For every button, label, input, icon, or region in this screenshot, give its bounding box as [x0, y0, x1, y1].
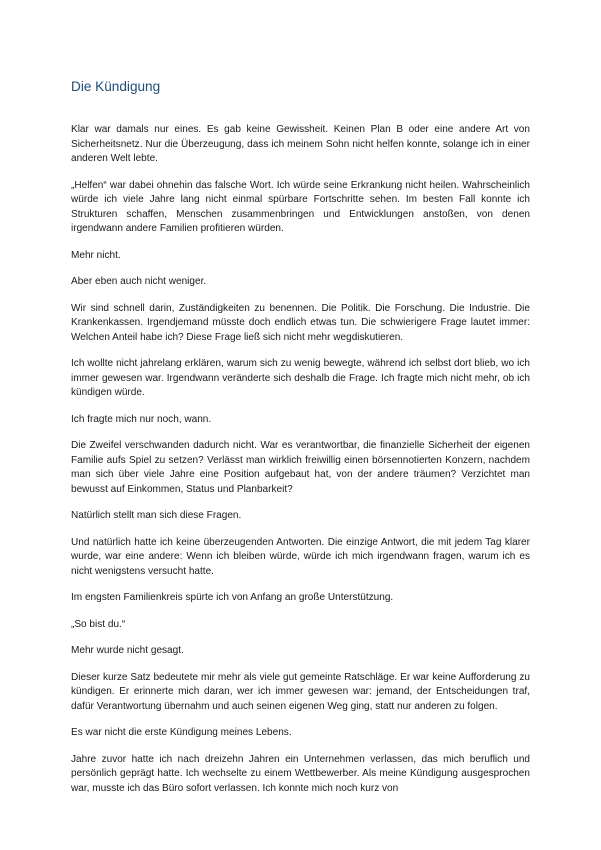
paragraph: Und natürlich hatte ich keine überzeugenden Antworten. Die einzige Antwort, die mit jedem Tag klarer wurde, war eine andere: Wenn ich bleiben würde, würde ich mich irgendwann fragen, warum ich es nicht wenigstens versucht hatte. — [71, 536, 530, 577]
paragraph: Wir sind schnell darin, Zuständigkeiten zu benennen. Die Politik. Die Forschung. Die Industrie. Die Krankenkassen. Irgendjemand müsste doch endlich etwas tun. Die schwierigere Frage lautet immer: Welchen Anteil habe ich? Diese Frage ließ sich nicht mehr wegdiskutieren. — [71, 302, 530, 343]
paragraph: Mehr nicht. — [71, 249, 121, 261]
paragraph: Jahre zuvor hatte ich nach dreizehn Jahren ein Unternehmen verlassen, das mich beruflich und persönlich geprägt hatte. Ich wechselte zu einem Wettbewerber. Als meine Kündigung ausgesprochen war, musste ich das Büro sofort verlassen. Ich konnte mich noch kurz von — [71, 753, 530, 794]
paragraph: Aber eben auch nicht weniger. — [71, 276, 207, 287]
paragraph: Die Zweifel verschwanden dadurch nicht. War es verantwortbar, die finanzielle Sicherheit der eigenen Familie aufs Spiel zu setzen? Verlässt man wirklich freiwillig einen börsennotierten Konzern, nachdem man sich über viele Jahre eine Position aufgebaut hat, von der andere träumen? Verzichtet man bewusst auf Einkommen, Status und Planbarkeit? — [71, 440, 530, 495]
paragraph: Es war nicht die erste Kündigung meines Lebens. — [71, 727, 292, 738]
paragraph: Natürlich stellt man sich diese Fragen. — [71, 510, 242, 521]
page-title: Die Kündigung — [71, 79, 161, 94]
paragraph: Dieser kurze Satz bedeutete mir mehr als viele gut gemeinte Ratschläge. Er war keine Aufforderung zu kündigen. Er erinnerte mich daran, wer ich immer gewesen war: jemand, der Entscheidungen traf, dafür Verantwortung übernahm und auch seinen eigenen Weg ging, statt nur anderen zu folgen. — [71, 671, 530, 712]
paragraph: Ich wollte nicht jahrelang erklären, warum sich zu wenig bewegte, während ich selbst dort blieb, wo ich immer gewesen war. Irgendwann veränderte sich deshalb die Frage. Ich fragte mich nicht mehr, ob ich kündigen würde. — [71, 358, 530, 398]
document-body — [71, 123, 530, 808]
paragraph: Mehr wurde nicht gesagt. — [71, 645, 184, 656]
paragraph: Ich fragte mich nur noch, wann. — [71, 413, 212, 425]
paragraph: Im engsten Familienkreis spürte ich von Anfang an große Unterstützung. — [71, 592, 394, 603]
paragraph: Klar war damals nur eines. Es gab keine Gewissheit. Keinen Plan B oder eine andere Art von Sicherheitsnetz. Nur die Überzeugung, dass ich meinem Sohn nicht helfen konnte, solange ich in einer anderen Welt lebte. — [71, 124, 530, 164]
paragraph: „So bist du.“ — [71, 618, 126, 630]
paragraph: „Helfen“ war dabei ohnehin das falsche Wort. Ich würde seine Erkrankung nicht heilen. Wahrscheinlich würde ich viele Jahre lang nicht einmal spürbare Fortschritte sehen. Im besten Fall konnte ich Strukturen schaffen, Menschen zusammenbringen und Entwicklungen anstoßen, von denen irgendwann andere Familien profitieren würden. — [71, 179, 530, 234]
